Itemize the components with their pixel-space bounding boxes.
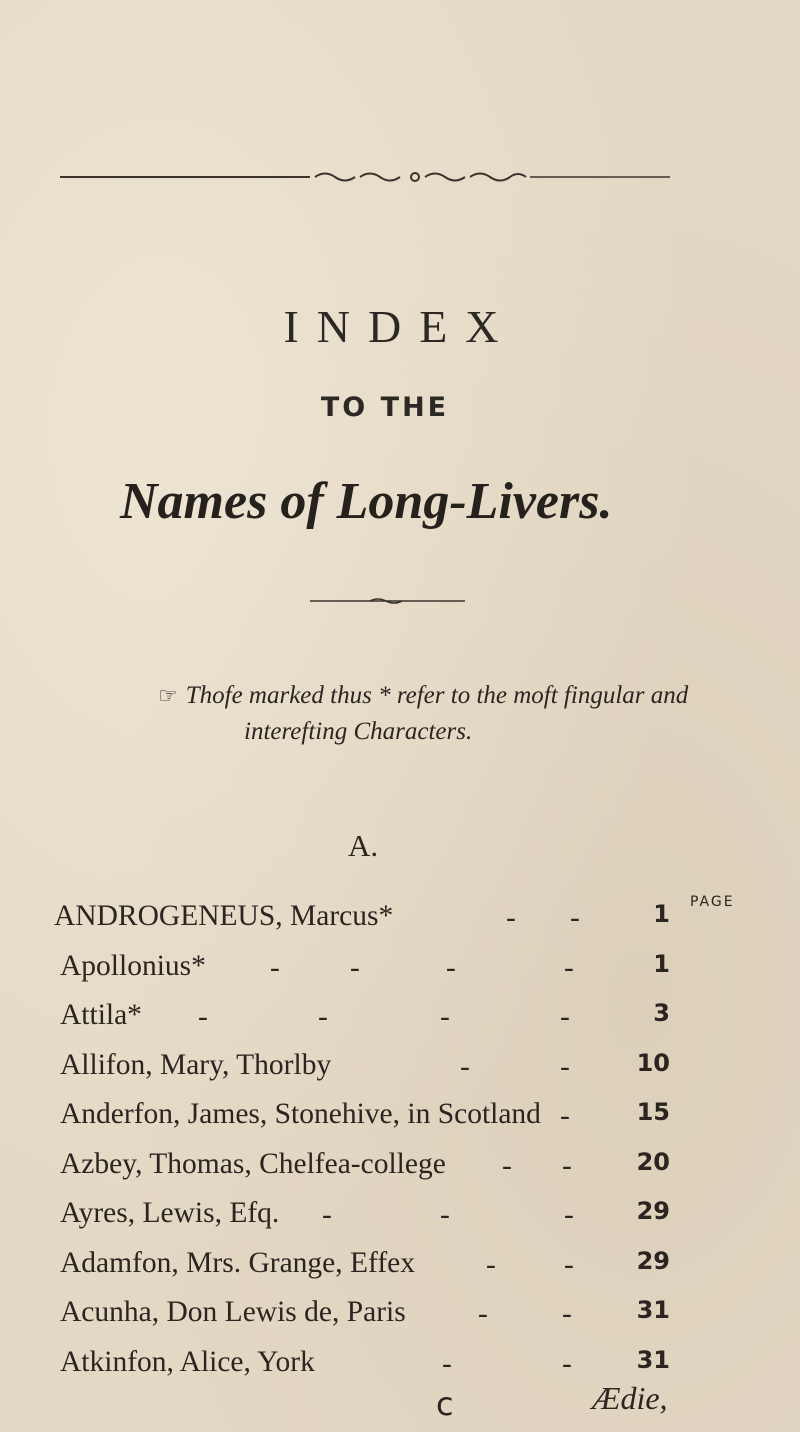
list-item: Acunha, Don Lewis de, Paris - - 31 — [60, 1296, 670, 1330]
entry-name: Adamfon, Mrs. Grange, Effex — [60, 1246, 415, 1279]
entry-name: Azbey, Thomas, Chelfea-college — [60, 1147, 446, 1180]
entry-page: 1 — [653, 900, 670, 928]
list-item: Attila* - - - - 3 — [60, 999, 670, 1033]
entry-name: Attila* — [60, 999, 142, 1031]
list-item: Atkinfon, Alice, York - - 31 — [60, 1345, 670, 1380]
list-item: ANDROGENEUS, Marcus* - - 1 — [54, 900, 670, 934]
explanatory-note — [158, 678, 698, 750]
list-item: Apollonius* - - - - 1 — [60, 949, 670, 984]
entry-page: 1 — [653, 949, 670, 978]
divider — [310, 597, 465, 605]
note-line-1: Thofe marked thus * refer to the moft fingular and — [185, 682, 689, 709]
page-heading: Names of Long-Livers. — [120, 473, 613, 530]
entry-page: 29 — [636, 1246, 670, 1275]
index-entries — [54, 900, 670, 1395]
entry-page: 29 — [636, 1197, 670, 1225]
entry-page: 31 — [636, 1296, 670, 1324]
entry-name: Ayres, Lewis, Efq. — [60, 1197, 280, 1229]
catchword: Ædie, — [592, 1380, 668, 1416]
list-item: Allifon, Mary, Thorlby - - 10 — [60, 1048, 670, 1083]
entry-name: Apollonius* — [60, 949, 206, 982]
entry-name: Atkinfon, Alice, York — [60, 1345, 315, 1378]
page-column-label: PAGE — [690, 894, 735, 910]
entry-page: 31 — [636, 1345, 670, 1374]
entry-page: 15 — [636, 1098, 670, 1126]
pointing-hand-icon: ☞ — [158, 683, 178, 708]
entry-name: Anderfon, James, Stonehive, in Scotland — [60, 1098, 541, 1130]
list-item: Adamfon, Mrs. Grange, Effex - - 29 — [60, 1246, 670, 1281]
entry-page: 3 — [653, 999, 670, 1027]
ornamental-rule — [60, 168, 670, 184]
list-item: Anderfon, James, Stonehive, in Scotland - 15 — [60, 1098, 670, 1132]
entry-name: Acunha, Don Lewis de, Paris — [60, 1296, 406, 1328]
page-title: INDEX — [283, 301, 517, 352]
note-line-2: interefting Characters. — [244, 718, 473, 745]
entry-name: Allifon, Mary, Thorlby — [60, 1048, 332, 1081]
signature-mark: c — [436, 1385, 454, 1423]
entry-name: ANDROGENEUS, Marcus* — [54, 900, 394, 932]
list-item: Azbey, Thomas, Chelfea-college - - 20 — [60, 1147, 670, 1182]
entry-page: 10 — [636, 1048, 670, 1077]
section-letter: A. — [348, 828, 379, 863]
entry-page: 20 — [636, 1147, 670, 1176]
page-subtitle: TO THE — [320, 392, 450, 423]
list-item: Ayres, Lewis, Efq. - - - 29 — [60, 1197, 670, 1231]
